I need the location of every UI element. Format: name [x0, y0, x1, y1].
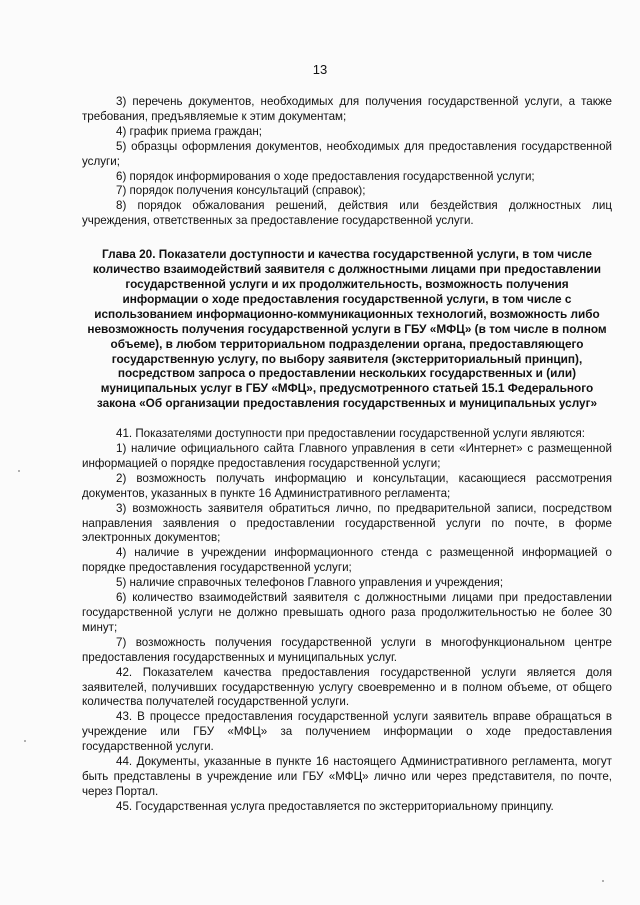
paragraph: 5) наличие справочных телефонов Главного управления и учреждения; — [116, 576, 504, 590]
paragraph: 7) возможность получения государственной услуги в многофункциональном центре предоставления государственных и муниципальных услуг. — [82, 635, 612, 664]
page-number: 13 — [312, 62, 328, 77]
paragraph: 4) наличие в учреждении информационного стенда с размещенной информацией о порядке предоставления государственной услуги; — [82, 546, 612, 575]
paragraph: 6) количество взаимодействий заявителя с должностными лицами при предоставлении государственной услуги не должно превышать одного раза продолжительностью не более 30 минут; — [82, 591, 612, 634]
list-item: 6) порядок информирования о ходе предоставления государственной услуги; — [116, 169, 535, 183]
paragraph: 3) возможность заявителя обратиться лично, по предварительной записи, посредством направления заявления о предоставлении государственной услуги по почте, в форме электронных документов; — [82, 501, 612, 545]
list-item: 5) образцы оформления документов, необходимых для предоставления государственной услуги; — [82, 139, 612, 168]
list-item: 8) порядок обжалования решений, действия или бездействия должностных лиц учреждения, ответственных за предоставление государственной услуги. — [82, 199, 612, 228]
paragraph: 1) наличие официального сайта Главного управления в сети «Интернет» с размещенной информацией о порядке предоставления государственной услуги; — [82, 442, 612, 470]
paragraph: 41. Показателями доступности при предоставлении государственной услуги являются: — [116, 427, 585, 441]
paragraph: 42. Показателем качества предоставления государственной услуги является доля заявителей, получивших государственную услугу своевременно и в полном объеме, от общего количества получателей государственной услуги. — [82, 665, 612, 709]
list-item: 4) график приема граждан; — [116, 124, 262, 138]
chapter-heading: Глава 20. Показатели доступности и качества государственной услуги, в том числе количество взаимодействий заявителя с должностными лицами при предоставлении государственной услуги и их продолжительность, возможность получения информации о ходе предоставления государственной услуги, в том числе с использованием информационно-коммуникационных технологий, возможность либо невозможность получения государственной услуги в ГБУ «МФЦ» (в том числе в полном объеме), в любом территориальном подразделении органа, предоставляющего государственную услугу, по выбору заявителя (экстерриториальный принцип), посредством запроса о предоставлении нескольких государственных и (или) муниципальных услуг в ГБУ «МФЦ», предусмотренного статьей 15.1 Федерального закона «Об организации предоставления государственных и муниципальных услуг» — [87, 247, 607, 411]
paragraph: 44. Документы, указанные в пункте 16 настоящего Административного регламента, могут быть представлены в учреждение или ГБУ «МФЦ» лично или через представителя, по почте, через Портал. — [82, 755, 612, 798]
list-item: 7) порядок получения консультаций (справок); — [116, 184, 366, 198]
paragraph: 43. В процессе предоставления государственной услуги заявитель вправе обращаться в учреждение или ГБУ «МФЦ» за получением информации о ходе предоставления государственной услуги. — [82, 710, 612, 754]
paragraph: 45. Государственная услуга предоставляется по экстерриториальному принципу. — [116, 799, 554, 813]
document-body — [82, 95, 612, 815]
paragraph: 2) возможность получать информацию и консультации, касающиеся рассмотрения документов, указанных в пункте 16 Административного регламента; — [82, 471, 612, 500]
list-item: 3) перечень документов, необходимых для получения государственной услуги, а также требования, предъявляемые к этим документам; — [82, 95, 612, 123]
